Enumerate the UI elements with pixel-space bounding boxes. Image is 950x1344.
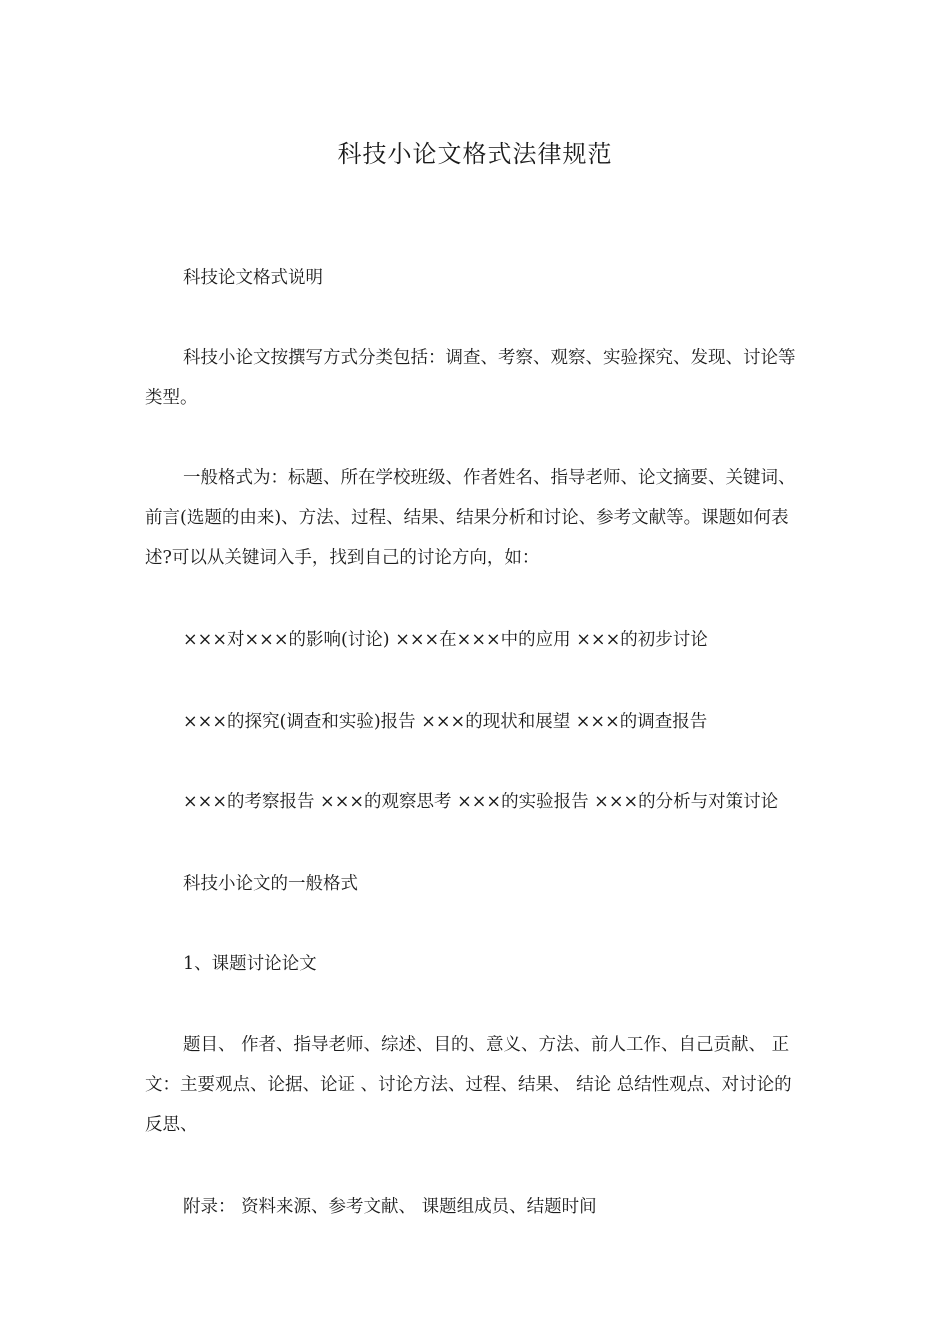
paragraph-example-1: ×××对×××的影响(讨论) ×××在×××中的应用 ×××的初步讨论 [183,630,708,650]
paragraph-appendix: 附录： 资料来源、参考文献、 课题组成员、结题时间 [183,1197,597,1217]
paragraph-heading-2: 科技小论文的一般格式 [183,874,358,894]
paragraph-example-2: ×××的探究(调查和实验)报告 ×××的现状和展望 ×××的调查报告 [183,712,708,732]
paragraph-heading-1: 科技论文格式说明 [183,268,323,288]
paragraph-section-1: 1、课题讨论论文 [183,954,317,974]
paragraph-structure: 题目、 作者、指导老师、综述、目的、意义、方法、前人工作、自己贡献、 正文：主要观点、论据、论证 、讨论方法、过程、结果、 结论 总结性观点、对讨论的反思、 [145,1035,792,1135]
paragraph-example-3: ×××的考察报告 ×××的观察思考 ×××的实验报告 ×××的分析与对策讨论 [183,792,779,812]
paragraph-general-format: 一般格式为：标题、所在学校班级、作者姓名、指导老师、论文摘要、关键词、前言(选题的由来)、方法、过程、结果、结果分析和讨论、参考文献等。课题如何表述?可以从关键词入手，找到自己的讨论方向，如： [145,468,796,568]
document-title: 科技小论文格式法律规范 [337,140,613,168]
paragraph-types: 科技小论文按撰写方式分类包括：调查、考察、观察、实验探究、发现、讨论等类型。 [145,348,796,408]
